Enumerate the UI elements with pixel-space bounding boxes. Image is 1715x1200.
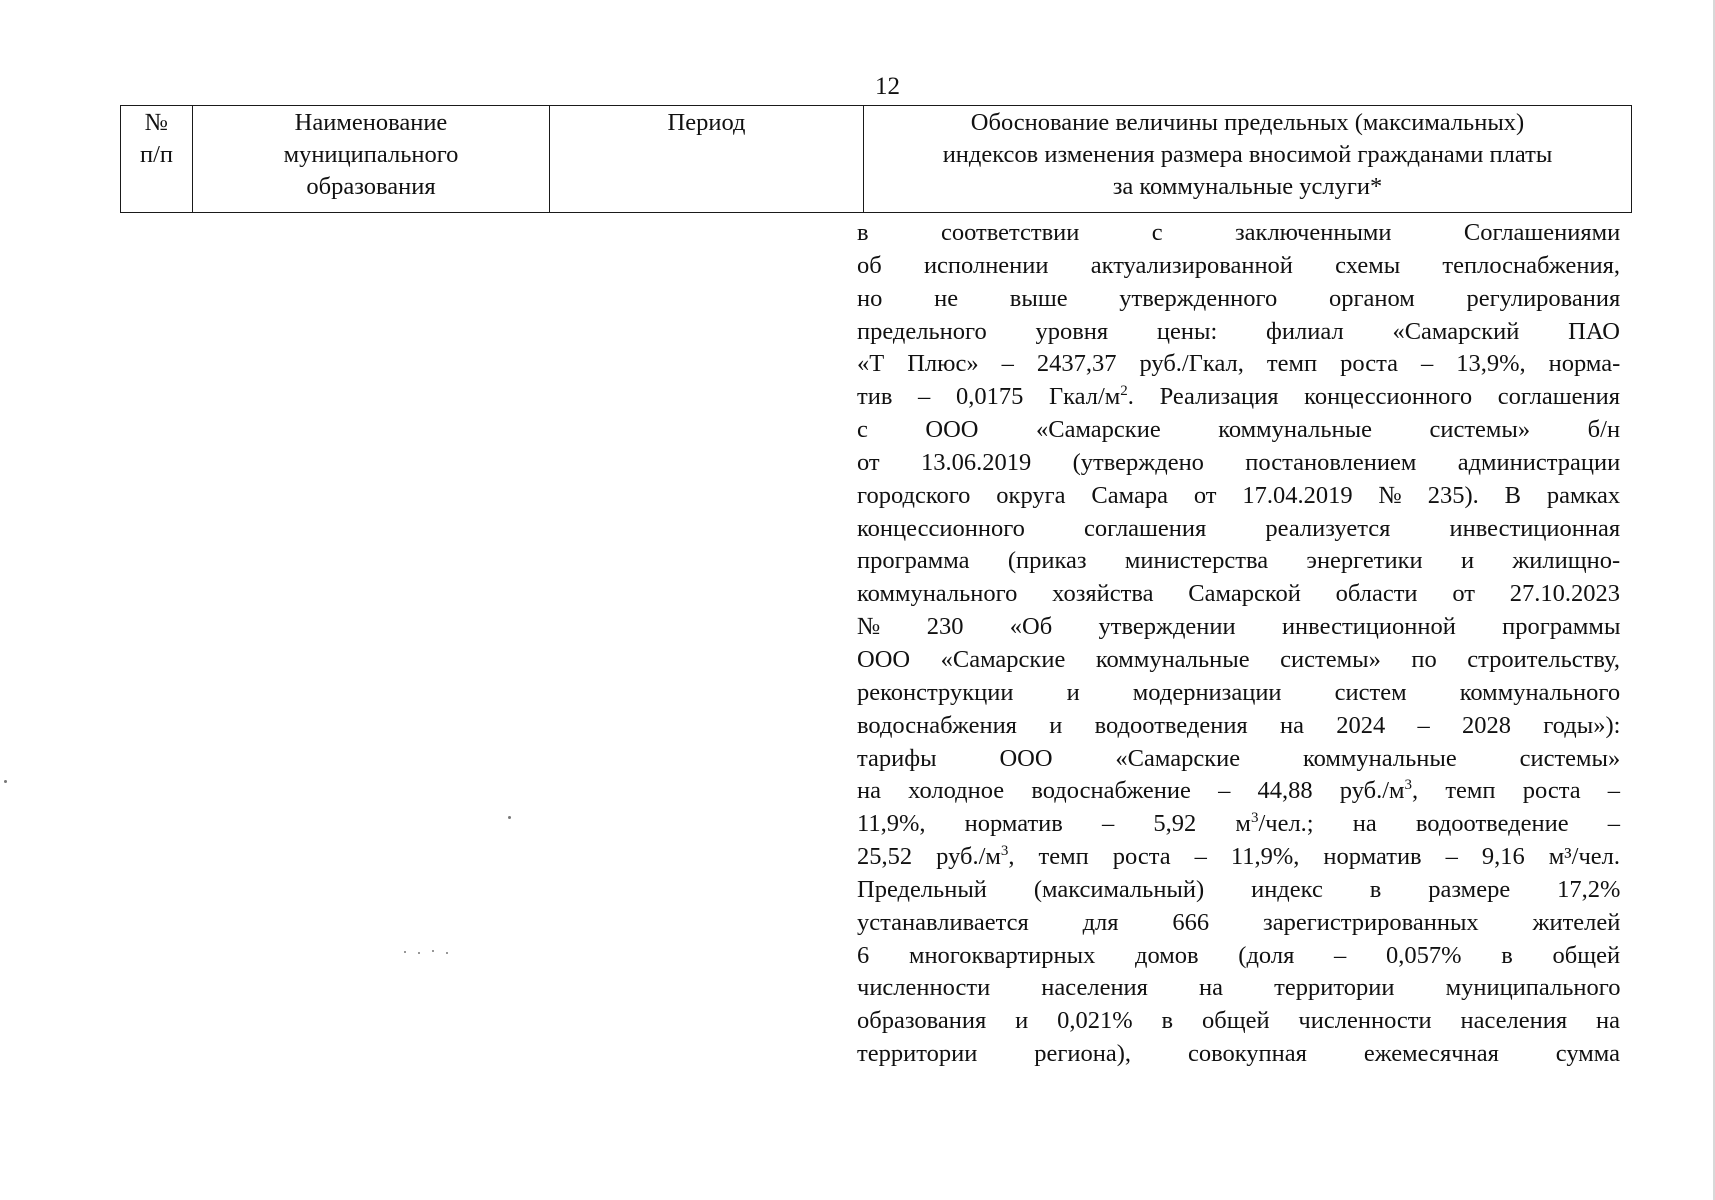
- text-segment: на холодное водоснабжение – 44,88 руб./м: [857, 777, 1405, 805]
- text-segment: устанавливается для 666 зарегистрированных жителей: [857, 908, 1621, 936]
- text-segment: территории региона), совокупная ежемесячная сумма: [857, 1040, 1620, 1068]
- text-segment: от 13.06.2019 (утверждено постановлением администрации: [857, 448, 1621, 476]
- text-segment: но не выше утвержденного органом регулирования: [857, 284, 1621, 312]
- text-line: [857, 348, 1620, 381]
- text-segment: , темп роста –: [1412, 777, 1620, 805]
- text-segment: , темп роста – 11,9%, норматив – 9,16 м³/чел.: [1008, 843, 1620, 871]
- text-segment: № 230 «Об утверждении инвестиционной программы: [857, 613, 1621, 641]
- text-line: [857, 578, 1620, 611]
- header-cell-number: [121, 106, 193, 213]
- text-line: [857, 513, 1620, 546]
- header-text-line: муниципального: [283, 141, 459, 168]
- text-segment: ООО «Самарские коммунальные системы» по строительству,: [857, 645, 1620, 673]
- text-segment: 6 многоквартирных домов (доля – 0,057% в общей: [857, 941, 1621, 969]
- scan-speck: [4, 780, 7, 783]
- text-line: [857, 480, 1620, 513]
- text-line: [857, 710, 1620, 743]
- text-segment: численности населения на территории муниципального: [857, 974, 1621, 1002]
- text-line: [857, 381, 1620, 414]
- header-text-line: индексов изменения размера вносимой гражданами платы: [942, 141, 1553, 168]
- page-number: 12: [875, 73, 900, 100]
- text-line: [857, 972, 1620, 1005]
- scan-speck: [446, 952, 448, 954]
- text-line: [857, 316, 1620, 349]
- scan-speck: [432, 950, 434, 952]
- superscript: 3: [1404, 777, 1413, 794]
- text-line: [857, 743, 1620, 776]
- text-line: [857, 940, 1620, 973]
- superscript: 2: [1120, 383, 1128, 400]
- text-segment: реконструкции и модернизации систем коммунального: [857, 678, 1621, 706]
- text-segment: . Реализация концессионного соглашения: [1127, 383, 1620, 411]
- table-header: [120, 105, 1632, 213]
- scan-speck: [508, 816, 511, 819]
- text-segment: «Т Плюс» – 2437,37 руб./Гкал, темп роста – 13,9%, норма-: [857, 350, 1621, 378]
- justification-text: [857, 217, 1620, 1071]
- text-segment: 25,52 руб./м: [857, 843, 1001, 871]
- text-segment: Предельный (максимальный) индекс в размере 17,2%: [857, 875, 1621, 903]
- header-text-line: Период: [667, 109, 746, 136]
- text-segment: 11,9%, норматив – 5,92 м: [857, 810, 1251, 838]
- text-segment: городского округа Самара от 17.04.2019 № 235). В рамках: [857, 481, 1621, 509]
- scan-speck: [418, 952, 420, 954]
- text-segment: с ООО «Самарские коммунальные системы» б/н: [857, 416, 1621, 444]
- header-cell-municipality: [193, 106, 550, 213]
- text-segment: об исполнении актуализированной схемы теплоснабжения,: [857, 251, 1620, 279]
- text-segment: /чел.; на водоотведение –: [1258, 810, 1620, 838]
- text-segment: в соответствии с заключенными Соглашениями: [857, 219, 1621, 246]
- table-header-row: [121, 106, 1632, 213]
- text-segment: водоснабжения и водоотведения на 2024 – 2028 годы»):: [857, 711, 1621, 739]
- scan-speck: [404, 951, 406, 953]
- text-segment: тив – 0,0175 Гкал/м: [857, 383, 1121, 411]
- text-line: [857, 447, 1620, 480]
- header-text-line: за коммунальные услуги*: [1112, 173, 1383, 200]
- text-line: [857, 808, 1620, 841]
- header-text-line: Обоснование величины предельных (максимальных): [970, 109, 1525, 136]
- text-line: [857, 775, 1620, 808]
- text-line: [857, 907, 1620, 940]
- text-line: [857, 1038, 1620, 1071]
- superscript: 3: [1000, 843, 1009, 860]
- text-line: [857, 644, 1620, 677]
- text-line: [857, 414, 1620, 447]
- text-line: [857, 545, 1620, 578]
- text-line: [857, 611, 1620, 644]
- superscript: 3: [1250, 810, 1259, 827]
- text-line: [857, 217, 1620, 250]
- header-text-line: образования: [306, 173, 436, 200]
- text-line: [857, 283, 1620, 316]
- text-segment: образования и 0,021% в общей численности населения на: [857, 1007, 1620, 1035]
- text-segment: программа (приказ министерства энергетики и жилищно-: [857, 547, 1621, 575]
- text-line: [857, 250, 1620, 283]
- text-line: [857, 874, 1620, 907]
- text-line: [857, 841, 1620, 874]
- text-segment: концессионного соглашения реализуется инвестиционная: [857, 514, 1621, 542]
- header-text-line: №: [144, 109, 169, 136]
- text-line: [857, 677, 1620, 710]
- header-cell-period: [550, 106, 864, 213]
- header-cell-justification: [864, 106, 1632, 213]
- text-segment: коммунального хозяйства Самарской области от 27.10.2023: [857, 580, 1620, 608]
- header-text-line: п/п: [139, 141, 174, 168]
- header-text-line: Наименование: [294, 109, 448, 136]
- text-segment: тарифы ООО «Самарские коммунальные системы»: [857, 744, 1621, 772]
- text-segment: предельного уровня цены: филиал «Самарский ПАО: [857, 317, 1620, 345]
- text-line: [857, 1005, 1620, 1038]
